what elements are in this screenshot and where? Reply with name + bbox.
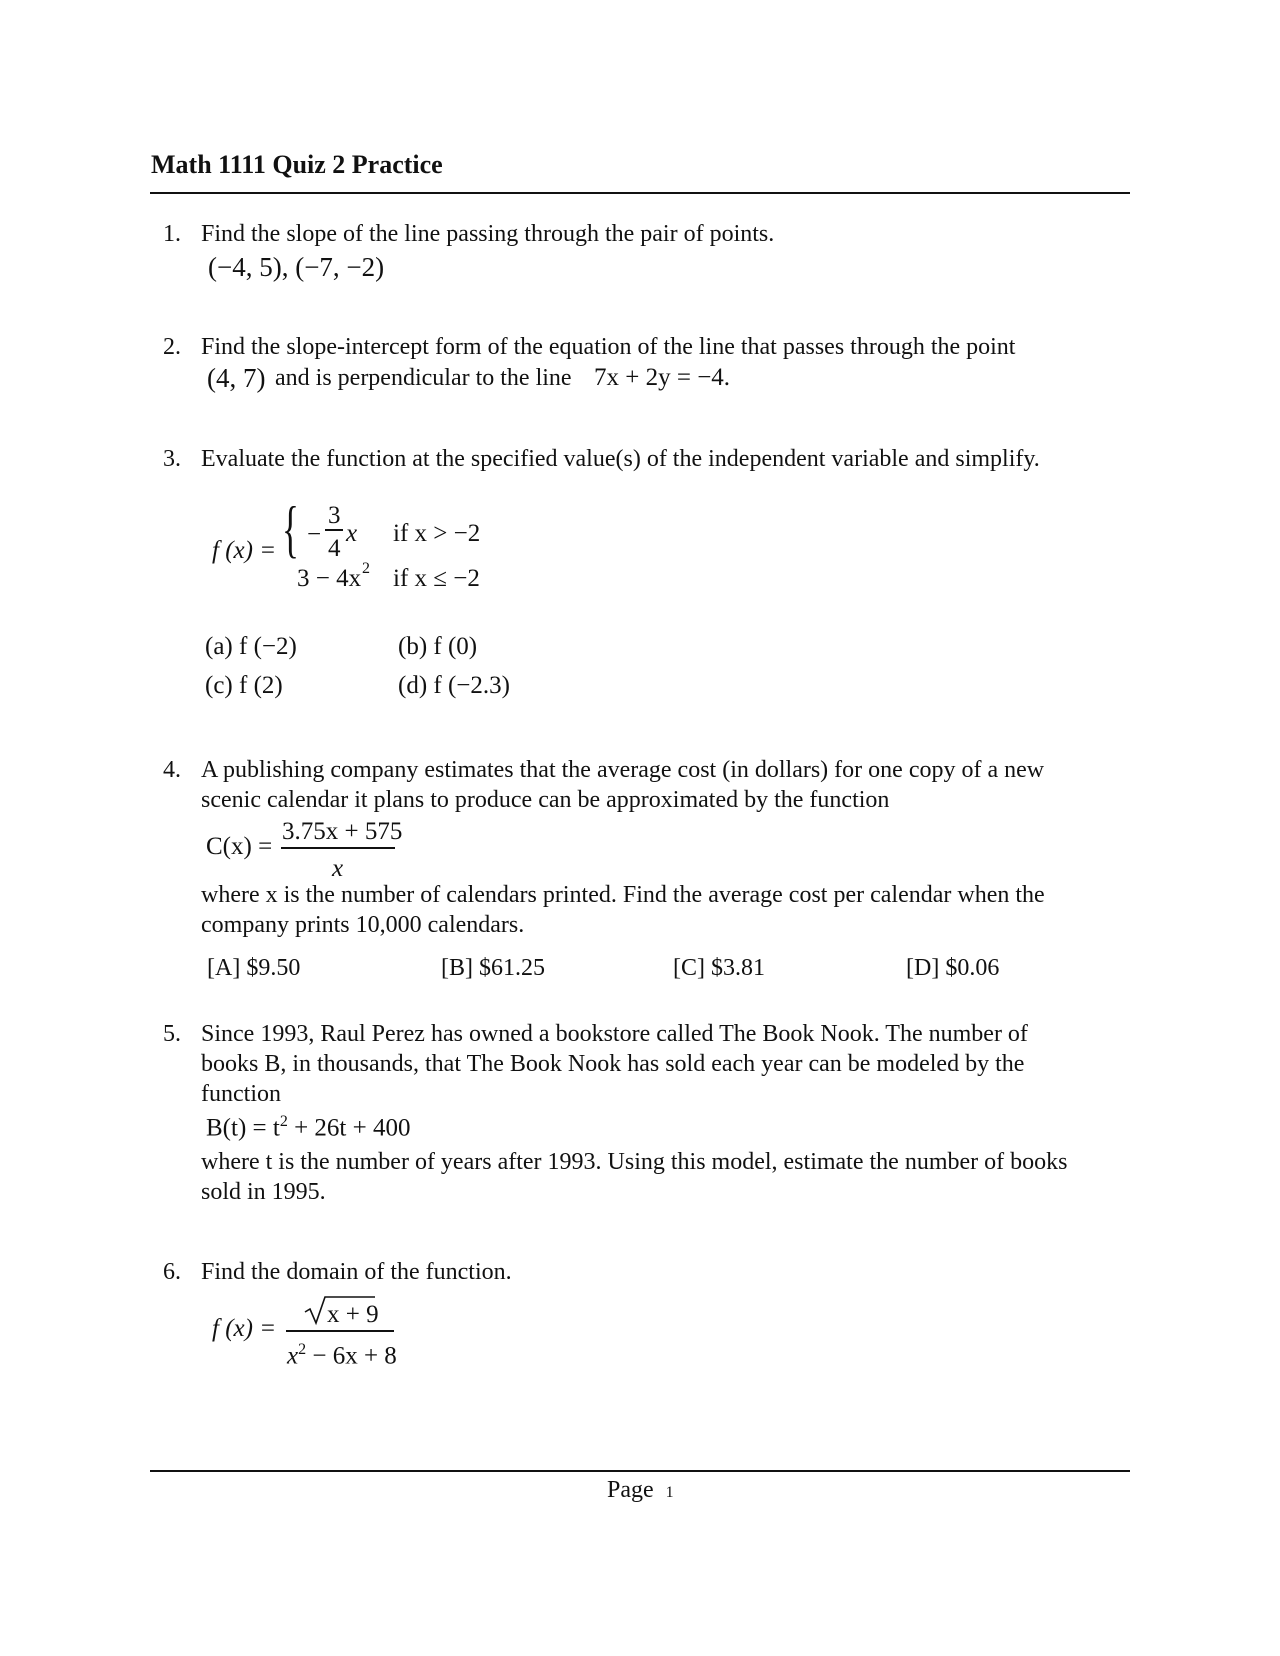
denominator-rest: − 6x + 8 [306,1342,397,1370]
question-number: 5. [163,1021,181,1047]
question-text: books B, in thousands, that The Book Nook has sold each year can be modeled by the [201,1051,1025,1077]
question-number: 2. [163,334,181,360]
choice-c: [C] $3.81 [673,955,765,981]
function-lhs: f (x) = [212,1315,277,1342]
function-exponent: 2 [279,1113,288,1130]
part-d: (d) f (−2.3) [398,672,510,699]
question-text: Evaluate the function at the specified value(s) of the independent variable and simplify. [201,446,1040,472]
denominator-var: x [287,1342,299,1370]
case1-numerator: 3 [328,502,341,529]
case1-denominator: 4 [328,535,341,562]
choice-a: [A] $9.50 [207,955,301,981]
part-c: (c) f (2) [205,672,283,699]
question-text: Find the slope of the line passing through the pair of points. [201,221,775,247]
numerator: 3.75x + 575 [282,818,403,845]
fraction-bar [286,1330,394,1332]
choice-b: [B] $61.25 [441,955,545,981]
question-text: where x is the number of calendars printed. Find the average cost per calendar when the [201,882,1045,908]
case1-variable: x [346,520,358,547]
function-lhs: C(x) = [206,833,273,860]
left-brace: { [282,493,299,564]
question-text: Since 1993, Raul Perez has owned a bookstore called The Book Nook. The number of [201,1021,1028,1047]
function-rest: + 26t + 400 [287,1114,411,1142]
question-text: sold in 1995. [201,1179,326,1205]
line-equation: 7x + 2y = −4. [594,364,731,391]
question-text: where t is the number of years after 1993. Using this model, estimate the number of books [201,1149,1068,1175]
denominator-exponent: 2 [298,1341,307,1358]
numerator: x + 9 [327,1301,379,1328]
question-text: Find the slope-intercept form of the equation of the line that passes through the point [201,334,1016,360]
footer-rule [150,1470,1130,1472]
case2-exponent: 2 [362,560,370,577]
question-text: Find the domain of the function. [201,1259,512,1285]
page-title: Math 1111 Quiz 2 Practice [151,150,443,179]
question-text: function [201,1081,281,1107]
case1-minus: − [307,521,322,548]
page-number: 1 [665,1484,674,1501]
question-text: and is perpendicular to the line [275,365,572,391]
question-text: company prints 10,000 calendars. [201,912,525,938]
header-rule [150,192,1130,194]
denominator [287,1342,397,1368]
function-base: B(t) = t [206,1114,280,1142]
fraction-bar [281,847,395,849]
question-number: 4. [163,757,181,783]
question-number: 3. [163,446,181,472]
page-label: Page [607,1477,654,1503]
question-number: 1. [163,221,181,247]
case2-expression: 3 − 4x [297,565,362,592]
case1-fraction-bar [325,529,343,531]
part-b: (b) f (0) [398,633,478,660]
denominator: x [332,855,344,882]
case1-condition: if x > −2 [393,520,481,547]
question-text: scenic calendar it plans to produce can be approximated by the function [201,787,890,813]
choice-d: [D] $0.06 [906,955,1000,981]
case2-condition: if x ≤ −2 [393,565,480,592]
function-lhs: f (x) = [212,537,277,564]
question-number: 6. [163,1259,181,1285]
question-text: A publishing company estimates that the average cost (in dollars) for one copy of a new [201,757,1045,783]
point-pair: (−4, 5), (−7, −2) [208,252,385,282]
page-footer [607,1477,674,1504]
point: (4, 7) [207,363,266,393]
book-function [206,1114,410,1140]
part-a: (a) f (−2) [205,633,297,660]
